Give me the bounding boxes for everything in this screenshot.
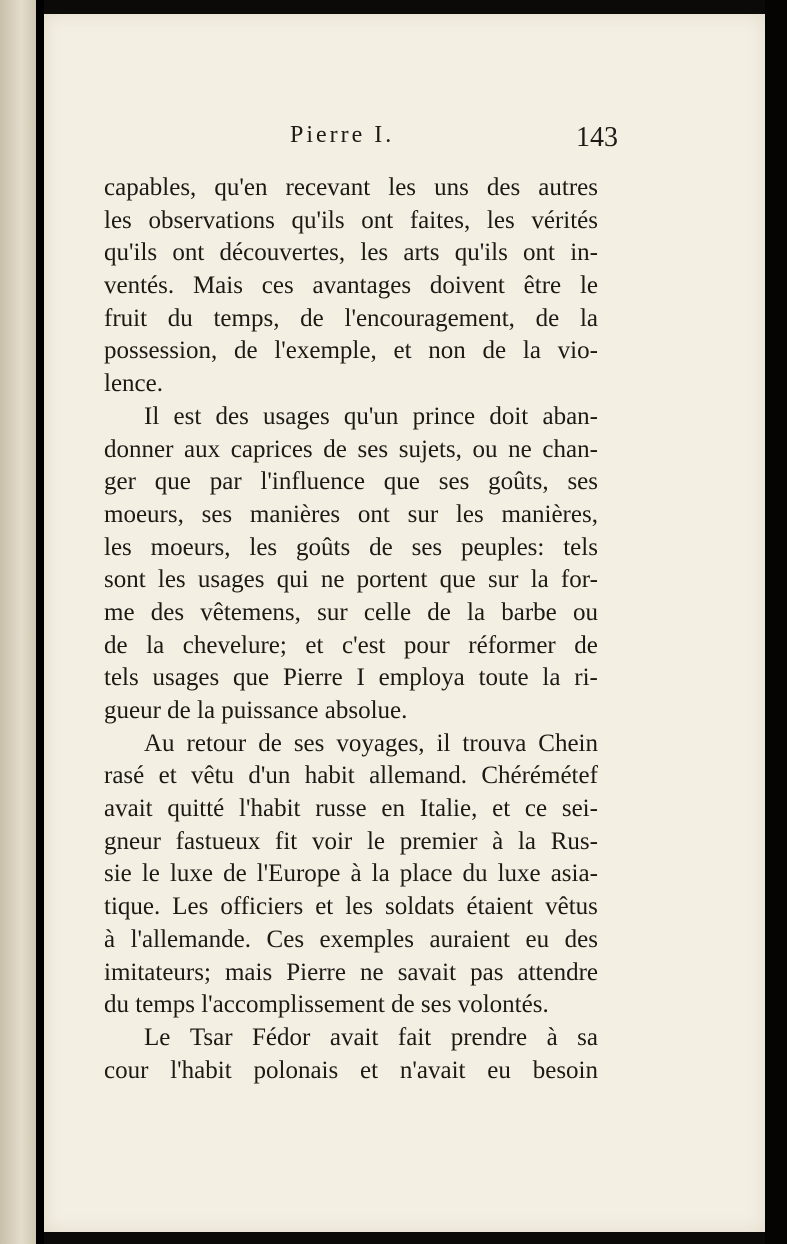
body-text bbox=[104, 172, 598, 1087]
text-line: à l'allemande. Ces exemples auraient eu des bbox=[104, 925, 598, 953]
text-line: tique. Les officiers et les soldats étaient vêtus bbox=[104, 893, 598, 921]
text-line: les moeurs, les goûts de ses peuples: tels bbox=[104, 533, 598, 561]
text-line: gneur fastueux fit voir le premier à la Rus- bbox=[104, 827, 598, 855]
text-line: ger que par l'influence que ses goûts, ses bbox=[104, 468, 598, 496]
text-line: cour l'habit polonais et n'avait eu besoin bbox=[104, 1056, 598, 1084]
text-line: sont les usages qui ne portent que sur la for- bbox=[104, 566, 598, 594]
text-line: Il est des usages qu'un prince doit aban- bbox=[144, 402, 598, 430]
text-line: tels usages que Pierre I employa toute la ri- bbox=[104, 664, 598, 692]
text-line: les observations qu'ils ont faites, les vérités bbox=[104, 206, 598, 234]
book-page bbox=[44, 14, 765, 1232]
scan-background-edge bbox=[765, 0, 787, 1244]
text-line: gueur de la puissance absolue. bbox=[104, 697, 408, 724]
text-line: qu'ils ont découvertes, les arts qu'ils ont in- bbox=[104, 239, 598, 267]
text-line: me des vêtemens, sur celle de la barbe ou bbox=[104, 598, 598, 626]
text-line: imitateurs; mais Pierre ne savait pas attendre bbox=[104, 958, 598, 986]
text-line: possession, de l'exemple, et non de la vio- bbox=[104, 337, 598, 365]
text-line: rasé et vêtu d'un habit allemand. Chérémétef bbox=[104, 762, 598, 790]
text-line: avait quitté l'habit russe en Italie, et ce sei- bbox=[104, 795, 598, 823]
text-line: Le Tsar Fédor avait fait prendre à sa bbox=[144, 1023, 598, 1051]
text-line: de la chevelure; et c'est pour réformer de bbox=[104, 631, 598, 659]
text-line: Au retour de ses voyages, il trouva Chein bbox=[144, 729, 598, 757]
text-line: fruit du temps, de l'encouragement, de la bbox=[104, 304, 598, 332]
facing-page-edge bbox=[0, 0, 36, 1244]
page-number: 143 bbox=[576, 122, 618, 153]
book-gutter bbox=[36, 0, 44, 1244]
text-line: donner aux caprices de ses sujets, ou ne chan- bbox=[104, 435, 598, 463]
text-line: du temps l'accomplissement de ses volontés. bbox=[104, 991, 549, 1019]
text-line: capables, qu'en recevant les uns des autres bbox=[104, 174, 598, 201]
running-title: Pierre I. bbox=[290, 122, 395, 148]
text-line: lence. bbox=[104, 370, 163, 398]
page-header bbox=[44, 122, 765, 162]
text-line: sie le luxe de l'Europe à la place du luxe asia- bbox=[104, 860, 598, 888]
text-line: moeurs, ses manières ont sur les manières, bbox=[104, 500, 598, 528]
text-line: ventés. Mais ces avantages doivent être le bbox=[104, 272, 598, 300]
